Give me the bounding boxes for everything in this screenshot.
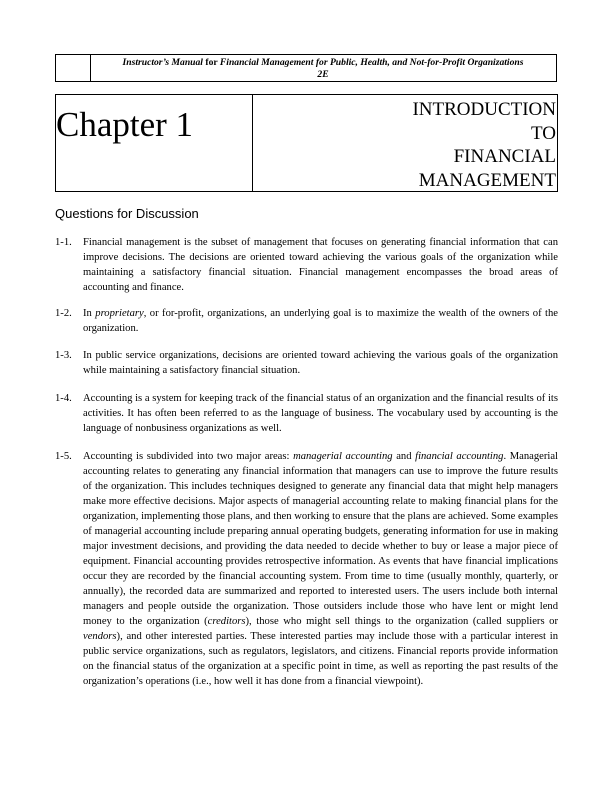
answer-number: 1-2.: [55, 308, 72, 319]
book-title: Financial Management for Public, Health, and Not-for-Profit Organizations: [219, 57, 524, 68]
text-run: and: [392, 451, 416, 462]
text-run: ), those who might sell things to the organization (called suppliers or: [245, 616, 558, 627]
section-heading: Questions for Discussion: [55, 206, 199, 221]
answer-text: [83, 348, 558, 378]
emphasized-term: proprietary: [95, 308, 144, 319]
chapter-title-line: TO: [531, 122, 556, 144]
answer-text: [83, 235, 558, 295]
emphasized-term: financial accounting: [415, 451, 504, 462]
text-run: Accounting is a system for keeping track of the financial status of an organization and the financial results of its activities. It has often been referred to as the language of business. The vocabulary used by accounting is the language of nonbusiness organizations as well.: [83, 393, 558, 434]
text-run: Financial management is the subset of management that focuses on generating financial information that can improve decisions. The decisions are oriented toward achieving the various goals of the organization while maintaining a satisfactory financial situation. Financial management encompasses the broad areas of accounting and finance.: [83, 237, 558, 293]
for-word: for: [205, 57, 218, 68]
answer-text: [83, 306, 558, 336]
running-header: [55, 54, 557, 82]
header-left-cell: [56, 55, 91, 81]
text-run: Accounting is subdivided into two major areas:: [83, 451, 294, 462]
emphasized-term: managerial accounting: [293, 451, 393, 462]
chapter-title-line: INTRODUCTION: [412, 99, 556, 120]
text-run: In public service organizations, decisions are oriented toward achieving the various goals of the organization while maintaining a satisfactory financial situation.: [83, 350, 558, 376]
manual-label: Instructor’s Manual: [122, 57, 203, 68]
answer-text: [83, 449, 558, 689]
answer-text: [83, 391, 558, 436]
emphasized-term: creditors: [207, 616, 246, 627]
emphasized-term: vendors: [83, 631, 117, 642]
chapter-title-line: MANAGEMENT: [418, 169, 556, 191]
answer-number: 1-4.: [55, 393, 72, 404]
answer-number: 1-5.: [55, 451, 72, 462]
answer-number: 1-1.: [55, 237, 72, 248]
chapter-banner: [55, 94, 558, 192]
answer-1-1: [55, 235, 558, 295]
answer-1-5: [55, 449, 558, 689]
text-run: In: [83, 308, 96, 319]
answer-number: 1-3.: [55, 350, 72, 361]
edition: 2E: [317, 68, 329, 80]
answer-1-4: [55, 391, 558, 436]
chapter-divider: [252, 95, 253, 191]
answer-1-2: [55, 306, 558, 336]
text-run: . Managerial accounting relates to generating any financial information that managers can use to improve the future results of the organization. This includes techniques designed to generate any financial data that might help managers make more effective decisions. Major aspects of managerial accounting relate to making financial plans for the organization, implementing those plans, and then working to ensure that the plans are achieved. Some examples of managerial accounting include preparing annual operating budgets, generating information for use in making major investment decisions, and providing the data needed to decide whether to buy or lease a major piece of equipment. Financial accounting provides retrospective information. As events that have financial implications occur they are recorded by the financial accounting system. From time to time (usually monthly, quarterly, or annually), the recorded data are summarized and reported to interested users. The users include both internal managers and people outside the organization. Those outsiders include those who have lent or might lend money to the organization (: [83, 451, 558, 627]
answer-1-3: [55, 348, 558, 378]
text-run: , or for-profit, organizations, an underlying goal is to maximize the wealth of the owners of the organization.: [83, 308, 558, 334]
chapter-title: [412, 98, 556, 192]
header-text: [90, 57, 556, 80]
chapter-label: Chapter 1: [56, 105, 194, 144]
text-run: ), and other interested parties. These interested parties may include those with a particular interest in public service organizations, such as regulators, legislators, and citizens. Financial reports provide information on the financial status of the organization at a specific point in time, as well as reporting the past results of the organization’s operations (i.e., how well it has done from a financial viewpoint).: [83, 631, 558, 687]
chapter-title-line: FINANCIAL: [453, 146, 556, 167]
